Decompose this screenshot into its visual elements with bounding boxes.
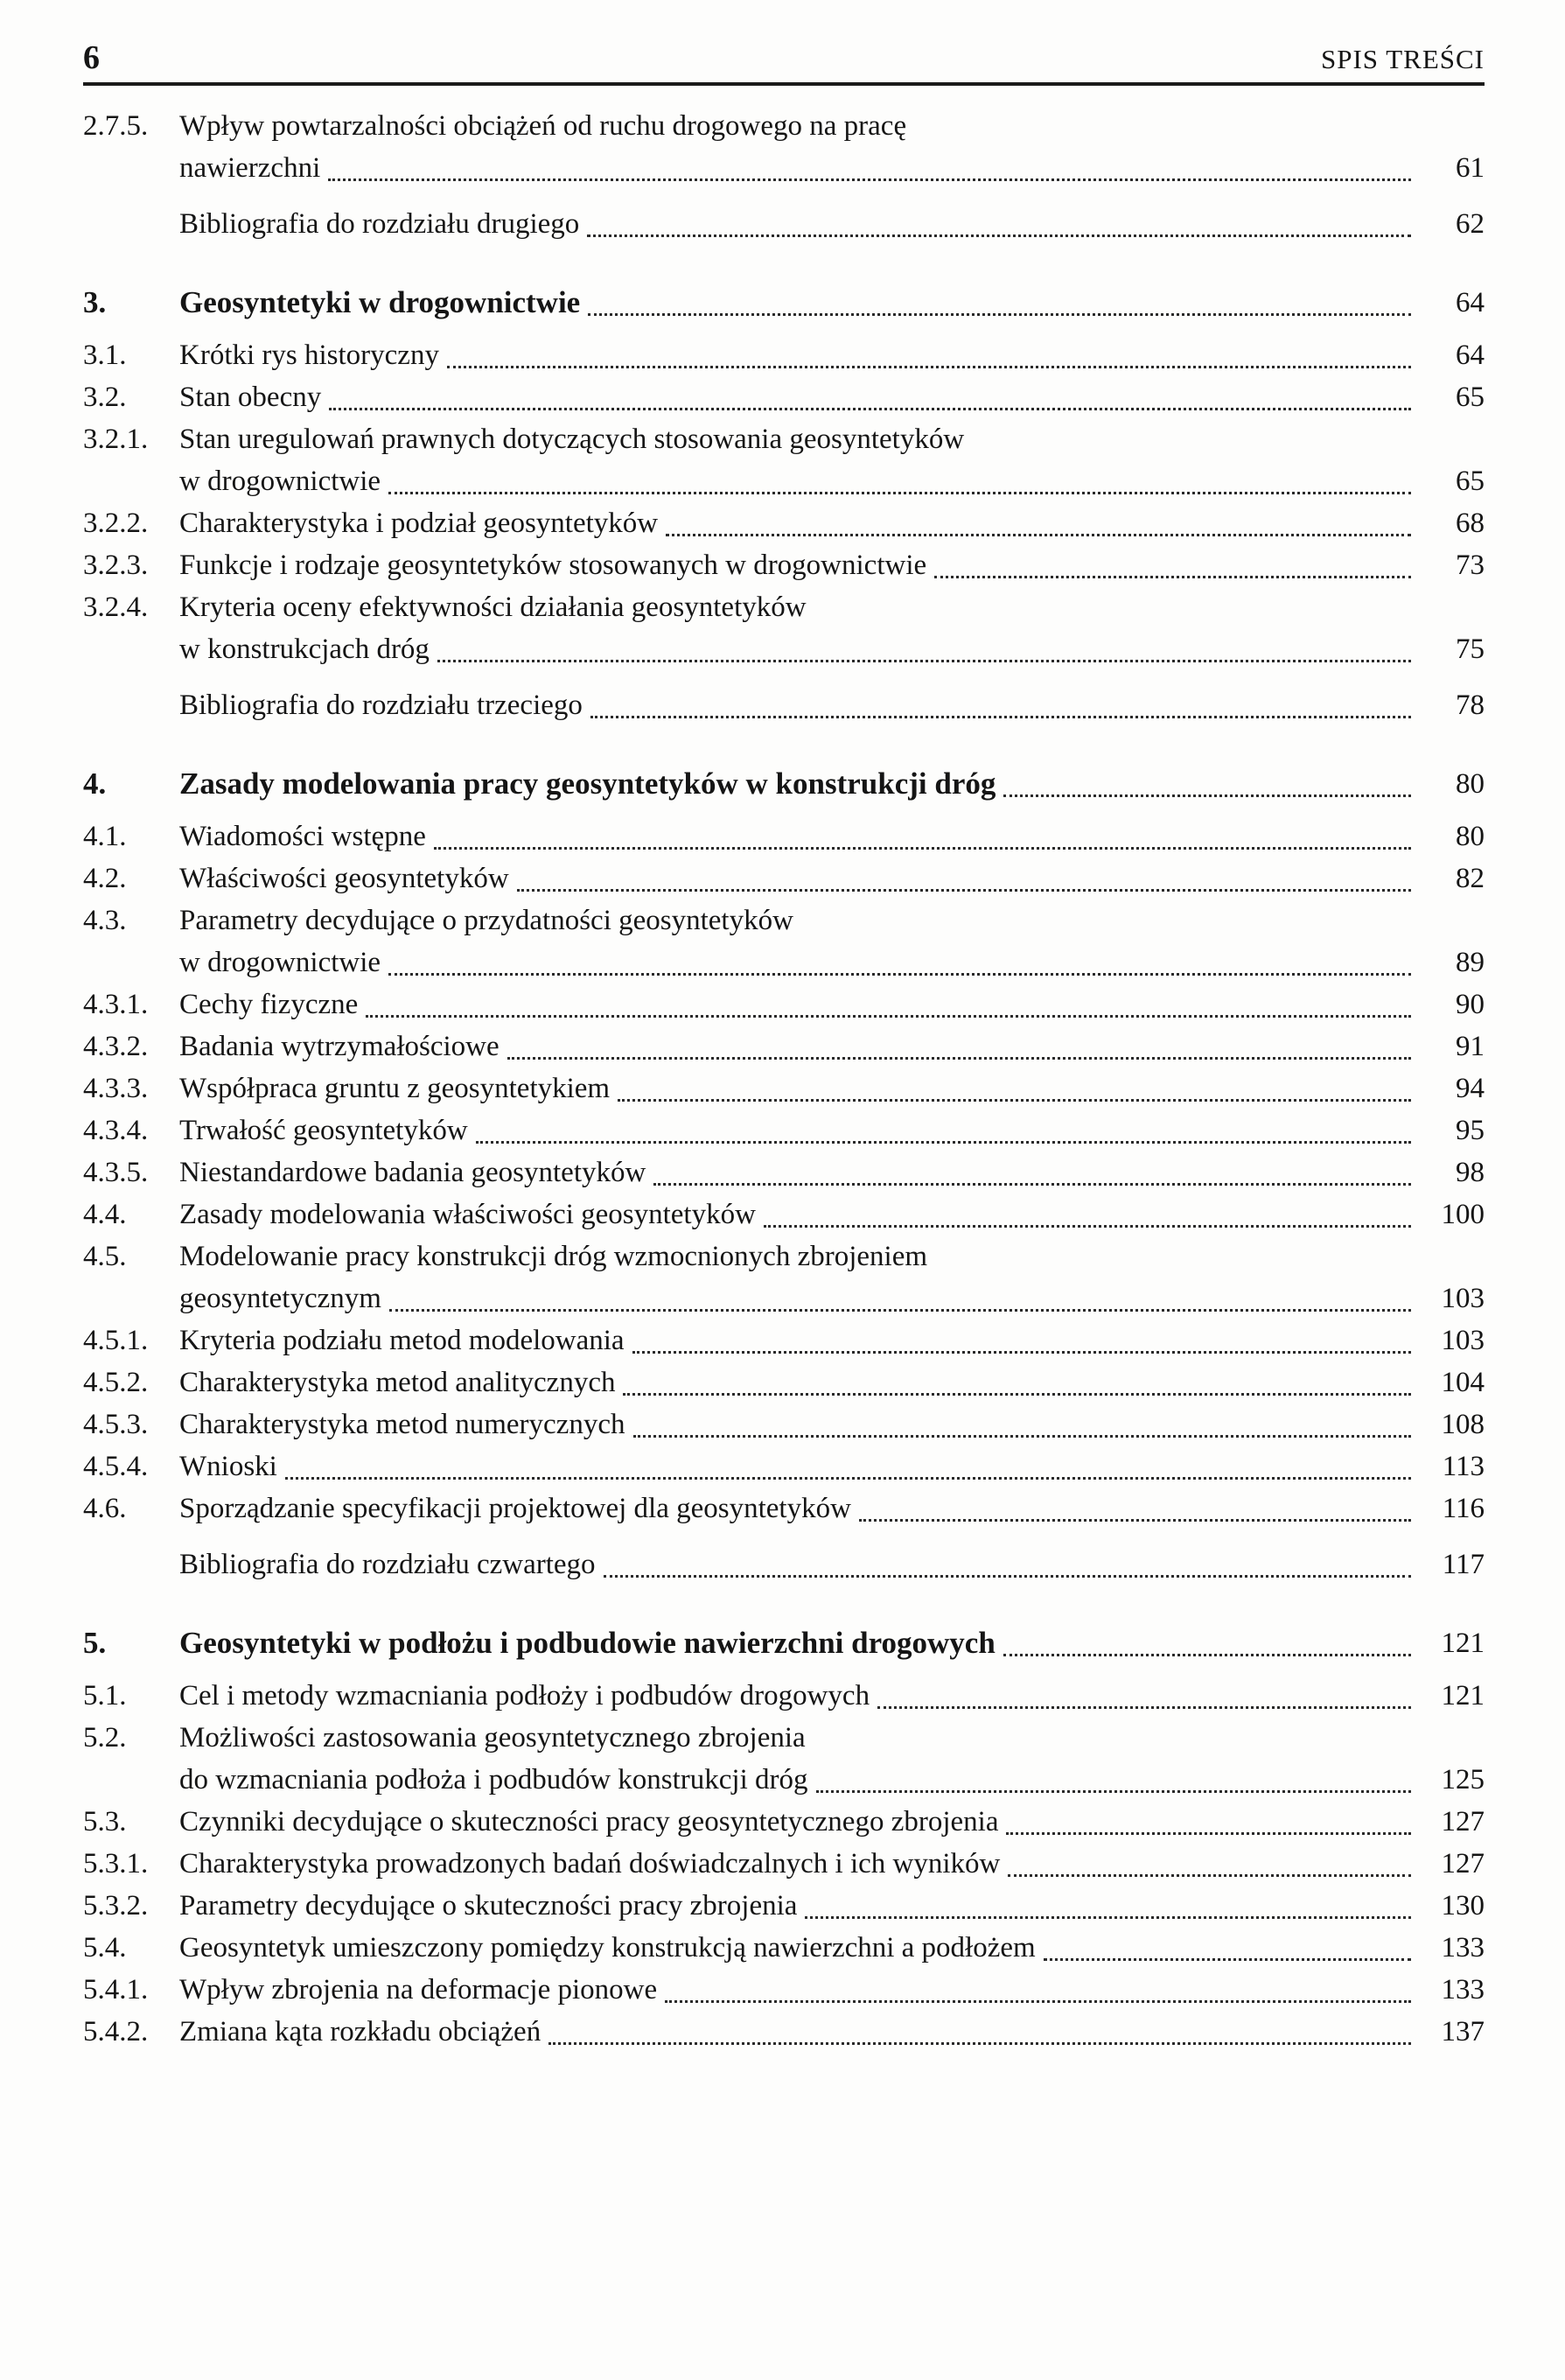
toc-entry xyxy=(83,105,1485,189)
dot-leader xyxy=(665,1969,1411,2003)
entry-number: 3.2. xyxy=(83,382,127,413)
toc-entry xyxy=(83,1969,1485,2011)
toc-list xyxy=(83,105,1485,2053)
entry-title-text: Kryteria podziału metod modelowania xyxy=(179,1325,625,1356)
entry-title xyxy=(179,1675,1415,1717)
entry-title-line: Stan uregulowań prawnych dotyczących stosowania geosyntetyków xyxy=(179,424,965,455)
dot-leader xyxy=(1003,1622,1411,1656)
toc-entry xyxy=(83,1362,1485,1404)
entry-title xyxy=(179,1362,1415,1404)
entry-page-number: 127 xyxy=(1441,1806,1485,1838)
entry-title-line xyxy=(179,1927,1415,1969)
entry-title-text: Trwałość geosyntetyków xyxy=(179,1115,468,1146)
entry-number: 5.3.2. xyxy=(83,1890,149,1922)
entry-page-number: 80 xyxy=(1456,768,1485,800)
entry-page-number: 117 xyxy=(1442,1549,1485,1580)
entry-title xyxy=(179,544,1415,586)
entry-title-text: geosyntetycznym xyxy=(179,1283,381,1314)
toc-entry xyxy=(83,418,1485,502)
toc-entry xyxy=(83,1843,1485,1885)
entry-number: 4.1. xyxy=(83,821,127,852)
entry-number: 5.3.1. xyxy=(83,1848,149,1880)
toc-entry xyxy=(83,900,1485,984)
entry-title xyxy=(179,1152,1415,1194)
dot-leader xyxy=(388,460,1411,494)
entry-title-text: w drogownictwie xyxy=(179,466,381,497)
entry-title xyxy=(179,1026,1415,1068)
entry-title-line xyxy=(179,544,1415,586)
entry-title-line xyxy=(179,203,1415,245)
entry-page-number: 108 xyxy=(1441,1409,1485,1440)
dot-leader xyxy=(1008,1843,1411,1877)
dot-leader xyxy=(434,816,1411,850)
dot-leader xyxy=(859,1488,1411,1522)
dot-leader xyxy=(653,1152,1411,1186)
entry-number: 4.3.4. xyxy=(83,1115,149,1146)
entry-page-number: 64 xyxy=(1456,340,1485,371)
entry-title xyxy=(179,586,1415,670)
entry-title-text: Niestandardowe badania geosyntetyków xyxy=(179,1157,646,1188)
entry-title-text: Właściwości geosyntetyków xyxy=(179,863,509,894)
entry-page-number: 104 xyxy=(1441,1367,1485,1398)
entry-title xyxy=(179,1446,1415,1488)
entry-title xyxy=(179,1194,1415,1236)
entry-title-line: Możliwości zastosowania geosyntetycznego zbrojenia xyxy=(179,1722,806,1754)
dot-leader xyxy=(590,684,1411,718)
entry-page-number: 137 xyxy=(1441,2016,1485,2048)
dot-leader xyxy=(328,147,1411,181)
entry-page-number: 73 xyxy=(1456,550,1485,581)
entry-title xyxy=(179,1068,1415,1110)
entry-page-number: 91 xyxy=(1456,1031,1485,1062)
toc-entry xyxy=(83,544,1485,586)
entry-number: 4.3.3. xyxy=(83,1073,149,1104)
entry-number: 3.1. xyxy=(83,340,127,371)
entry-number: 4.5.2. xyxy=(83,1367,149,1398)
toc-entry xyxy=(83,376,1485,418)
dot-leader xyxy=(1006,1801,1411,1835)
entry-number: 5.3. xyxy=(83,1806,127,1838)
entry-page-number: 90 xyxy=(1456,989,1485,1020)
entry-title xyxy=(179,1544,1415,1586)
toc-entry xyxy=(83,1026,1485,1068)
entry-title-line xyxy=(179,1759,1415,1801)
entry-title-line xyxy=(179,1320,1415,1362)
entry-page-number: 68 xyxy=(1456,508,1485,539)
entry-title-text: Badania wytrzymałościowe xyxy=(179,1031,500,1062)
page-number: 6 xyxy=(83,39,100,76)
entry-title-text: w drogownictwie xyxy=(179,947,381,978)
dot-leader xyxy=(548,2011,1411,2045)
entry-title-line: Parametry decydujące o przydatności geosyntetyków xyxy=(179,905,793,936)
entry-number: 2.7.5. xyxy=(83,110,149,142)
entry-title-line xyxy=(179,763,1415,805)
entry-page-number: 80 xyxy=(1456,821,1485,852)
entry-page-number: 89 xyxy=(1456,947,1485,978)
entry-number: 5.4. xyxy=(83,1932,127,1964)
toc-entry xyxy=(83,1717,1485,1801)
entry-page-number: 130 xyxy=(1441,1890,1485,1922)
dot-leader xyxy=(476,1110,1411,1144)
entry-title xyxy=(179,984,1415,1026)
entry-page-number: 62 xyxy=(1456,208,1485,240)
entry-title xyxy=(179,1801,1415,1843)
dot-leader xyxy=(877,1675,1411,1709)
dot-leader xyxy=(805,1885,1411,1919)
entry-title-line xyxy=(179,1278,1415,1320)
dot-leader xyxy=(388,942,1411,976)
entry-title-text: Cechy fizyczne xyxy=(179,989,359,1020)
toc-entry xyxy=(83,1068,1485,1110)
entry-title-line xyxy=(179,1362,1415,1404)
toc-entry xyxy=(83,1675,1485,1717)
toc-entry xyxy=(83,1110,1485,1152)
entry-title-line xyxy=(179,460,1415,502)
toc-entry xyxy=(83,1927,1485,1969)
entry-title xyxy=(179,105,1415,189)
entry-title-line xyxy=(179,376,1415,418)
toc-entry xyxy=(83,282,1485,324)
entry-number: 3. xyxy=(83,285,107,319)
entry-page-number: 98 xyxy=(1456,1157,1485,1188)
entry-title-line xyxy=(179,984,1415,1026)
entry-title xyxy=(179,1885,1415,1927)
dot-leader xyxy=(764,1194,1411,1228)
entry-number: 5.2. xyxy=(83,1722,127,1754)
toc-entry xyxy=(83,1622,1485,1664)
entry-title-line xyxy=(179,282,1415,324)
entry-page-number: 65 xyxy=(1456,382,1485,413)
entry-title-line xyxy=(179,1843,1415,1885)
entry-page-number: 103 xyxy=(1441,1325,1485,1356)
entry-title-line xyxy=(179,858,1415,900)
entry-number: 4.3.5. xyxy=(83,1157,149,1188)
entry-title xyxy=(179,1843,1415,1885)
entry-title-line xyxy=(179,1544,1415,1586)
dot-leader xyxy=(587,203,1411,237)
entry-title xyxy=(179,203,1415,245)
entry-page-number: 61 xyxy=(1456,152,1485,184)
entry-title-line xyxy=(179,1801,1415,1843)
entry-title-text: w konstrukcjach dróg xyxy=(179,634,430,665)
entry-title xyxy=(179,376,1415,418)
entry-title xyxy=(179,502,1415,544)
entry-number: 3.2.1. xyxy=(83,424,149,455)
entry-title xyxy=(179,763,1415,805)
toc-entry xyxy=(83,1544,1485,1586)
dot-leader xyxy=(632,1320,1411,1354)
dot-leader xyxy=(366,984,1411,1018)
entry-title-text: Bibliografia do rozdziału czwartego xyxy=(179,1549,596,1580)
entry-number: 4. xyxy=(83,766,107,801)
dot-leader xyxy=(437,628,1411,662)
entry-number: 5.4.2. xyxy=(83,2016,149,2048)
entry-page-number: 133 xyxy=(1441,1974,1485,2006)
entry-title-text: Bibliografia do rozdziału drugiego xyxy=(179,208,580,240)
entry-title xyxy=(179,282,1415,324)
dot-leader xyxy=(329,376,1411,410)
dot-leader xyxy=(633,1404,1412,1438)
dot-leader xyxy=(1003,763,1411,797)
entry-title xyxy=(179,1236,1415,1320)
entry-page-number: 133 xyxy=(1441,1932,1485,1964)
toc-entry xyxy=(83,502,1485,544)
entry-page-number: 113 xyxy=(1442,1451,1485,1482)
entry-title-text: Geosyntetyk umieszczony pomiędzy konstrukcją nawierzchni a podłożem xyxy=(179,1932,1036,1964)
entry-number: 5. xyxy=(83,1626,107,1660)
entry-title-line xyxy=(179,816,1415,858)
entry-title-text: Charakterystyka metod analitycznych xyxy=(179,1367,616,1398)
entry-page-number: 100 xyxy=(1441,1199,1485,1230)
toc-entry xyxy=(83,1885,1485,1927)
entry-title-text: Wpływ zbrojenia na deformacje pionowe xyxy=(179,1974,658,2006)
entry-title-line xyxy=(179,1110,1415,1152)
entry-title-line xyxy=(179,628,1415,670)
entry-title-text: Współpraca gruntu z geosyntetykiem xyxy=(179,1073,611,1104)
dot-leader xyxy=(816,1759,1411,1793)
entry-title xyxy=(179,1717,1415,1801)
entry-title xyxy=(179,1320,1415,1362)
entry-title-text: Geosyntetyki w drogownictwie xyxy=(179,285,581,319)
entry-title-line xyxy=(179,1446,1415,1488)
entry-title-line: Kryteria oceny efektywności działania geosyntetyków xyxy=(179,592,807,623)
entry-page-number: 125 xyxy=(1441,1764,1485,1796)
dot-leader xyxy=(285,1446,1411,1480)
toc-entry xyxy=(83,1488,1485,1530)
entry-number: 5.1. xyxy=(83,1680,127,1712)
entry-title xyxy=(179,2011,1415,2053)
dot-leader xyxy=(389,1278,1411,1312)
entry-title xyxy=(179,684,1415,726)
entry-page-number: 116 xyxy=(1442,1493,1485,1524)
entry-title-line xyxy=(179,2011,1415,2053)
toc-entry xyxy=(83,858,1485,900)
entry-number: 4.5.1. xyxy=(83,1325,149,1356)
dot-leader xyxy=(623,1362,1411,1396)
entry-title xyxy=(179,1927,1415,1969)
toc-entry xyxy=(83,816,1485,858)
entry-title-text: Bibliografia do rozdziału trzeciego xyxy=(179,690,583,721)
entry-title-line xyxy=(179,1622,1415,1664)
entry-title-line xyxy=(179,1152,1415,1194)
dot-leader xyxy=(588,282,1411,316)
toc-entry xyxy=(83,1801,1485,1843)
entry-title xyxy=(179,816,1415,858)
entry-title-line xyxy=(179,1969,1415,2011)
toc-entry xyxy=(83,984,1485,1026)
entry-page-number: 82 xyxy=(1456,863,1485,894)
entry-title-line xyxy=(179,502,1415,544)
entry-page-number: 78 xyxy=(1456,690,1485,721)
entry-number: 5.4.1. xyxy=(83,1974,149,2006)
entry-page-number: 121 xyxy=(1441,1680,1485,1712)
entry-title-line xyxy=(179,1404,1415,1446)
entry-title-text: Zmiana kąta rozkładu obciążeń xyxy=(179,2016,541,2048)
entry-title xyxy=(179,418,1415,502)
entry-number: 4.5.4. xyxy=(83,1451,149,1482)
entry-title-text: Geosyntetyki w podłożu i podbudowie nawierzchni drogowych xyxy=(179,1626,996,1660)
entry-number: 4.4. xyxy=(83,1199,127,1230)
entry-title xyxy=(179,900,1415,984)
entry-title-text: Sporządzanie specyfikacji projektowej dla geosyntetyków xyxy=(179,1493,851,1524)
toc-entry xyxy=(83,1320,1485,1362)
entry-page-number: 64 xyxy=(1456,287,1485,318)
entry-title-text: Charakterystyka prowadzonych badań doświadczalnych i ich wyników xyxy=(179,1848,1001,1880)
entry-title-text: Charakterystyka metod numerycznych xyxy=(179,1409,625,1440)
toc-entry xyxy=(83,2011,1485,2053)
entry-number: 4.3. xyxy=(83,905,127,936)
entry-number: 4.3.1. xyxy=(83,989,149,1020)
entry-page-number: 121 xyxy=(1441,1628,1485,1659)
entry-title-text: Krótki rys historyczny xyxy=(179,340,439,371)
entry-title xyxy=(179,334,1415,376)
entry-title-text: Czynniki decydujące o skuteczności pracy geosyntetycznego zbrojenia xyxy=(179,1806,999,1838)
entry-number: 4.3.2. xyxy=(83,1031,149,1062)
entry-title xyxy=(179,1969,1415,2011)
toc-entry xyxy=(83,1236,1485,1320)
entry-page-number: 95 xyxy=(1456,1115,1485,1146)
header-title: SPIS TREŚCI xyxy=(1320,44,1485,74)
entry-title-text: Wnioski xyxy=(179,1451,277,1482)
toc-entry xyxy=(83,1404,1485,1446)
header-rule xyxy=(83,82,1485,86)
entry-page-number: 75 xyxy=(1456,634,1485,665)
entry-title-line xyxy=(179,1068,1415,1110)
toc-entry xyxy=(83,1152,1485,1194)
entry-title-line: Wpływ powtarzalności obciążeń od ruchu drogowego na pracę xyxy=(179,110,907,142)
dot-leader xyxy=(934,544,1411,578)
entry-title-text: Charakterystyka i podział geosyntetyków xyxy=(179,508,659,539)
entry-title-text: do wzmacniania podłoża i podbudów konstrukcji dróg xyxy=(179,1764,808,1796)
entry-number: 4.2. xyxy=(83,863,127,894)
entry-number: 4.6. xyxy=(83,1493,127,1524)
entry-title xyxy=(179,1404,1415,1446)
entry-title-text: Zasady modelowania pracy geosyntetyków w konstrukcji dróg xyxy=(179,766,996,801)
entry-page-number: 65 xyxy=(1456,466,1485,497)
dot-leader xyxy=(507,1026,1411,1060)
entry-title xyxy=(179,1110,1415,1152)
entry-title-line xyxy=(179,684,1415,726)
toc-entry xyxy=(83,1446,1485,1488)
entry-title-line: Modelowanie pracy konstrukcji dróg wzmocnionych zbrojeniem xyxy=(179,1241,928,1272)
entry-title-text: nawierzchni xyxy=(179,152,321,184)
entry-title-line xyxy=(179,1026,1415,1068)
dot-leader xyxy=(517,858,1411,892)
entry-number: 4.5. xyxy=(83,1241,127,1272)
page-header xyxy=(83,38,1485,77)
entry-title xyxy=(179,858,1415,900)
entry-title-line xyxy=(179,334,1415,376)
dot-leader xyxy=(447,334,1411,368)
entry-title xyxy=(179,1488,1415,1530)
entry-number: 3.2.3. xyxy=(83,550,149,581)
entry-title-line xyxy=(179,1885,1415,1927)
entry-number: 3.2.2. xyxy=(83,508,149,539)
toc-entry xyxy=(83,334,1485,376)
entry-title-line xyxy=(179,147,1415,189)
toc-entry xyxy=(83,684,1485,726)
dot-leader xyxy=(618,1068,1411,1102)
entry-title-line xyxy=(179,1675,1415,1717)
entry-page-number: 94 xyxy=(1456,1073,1485,1104)
entry-number: 4.5.3. xyxy=(83,1409,149,1440)
entry-page-number: 103 xyxy=(1441,1283,1485,1314)
entry-title-line xyxy=(179,942,1415,984)
entry-title xyxy=(179,1622,1415,1664)
toc-entry xyxy=(83,763,1485,805)
dot-leader xyxy=(666,502,1411,536)
entry-number: 3.2.4. xyxy=(83,592,149,623)
entry-title-text: Stan obecny xyxy=(179,382,322,413)
entry-title-line xyxy=(179,1194,1415,1236)
toc-entry xyxy=(83,203,1485,245)
entry-title-text: Wiadomości wstępne xyxy=(179,821,426,852)
entry-title-text: Parametry decydujące o skuteczności pracy zbrojenia xyxy=(179,1890,798,1922)
toc-entry xyxy=(83,586,1485,670)
entry-page-number: 127 xyxy=(1441,1848,1485,1880)
toc-entry xyxy=(83,1194,1485,1236)
entry-title-text: Zasady modelowania właściwości geosyntetyków xyxy=(179,1199,756,1230)
dot-leader xyxy=(1044,1927,1411,1961)
dot-leader xyxy=(604,1544,1411,1578)
entry-title-line xyxy=(179,1488,1415,1530)
entry-title-text: Funkcje i rodzaje geosyntetyków stosowanych w drogownictwie xyxy=(179,550,927,581)
entry-title-text: Cel i metody wzmacniania podłoży i podbudów drogowych xyxy=(179,1680,870,1712)
